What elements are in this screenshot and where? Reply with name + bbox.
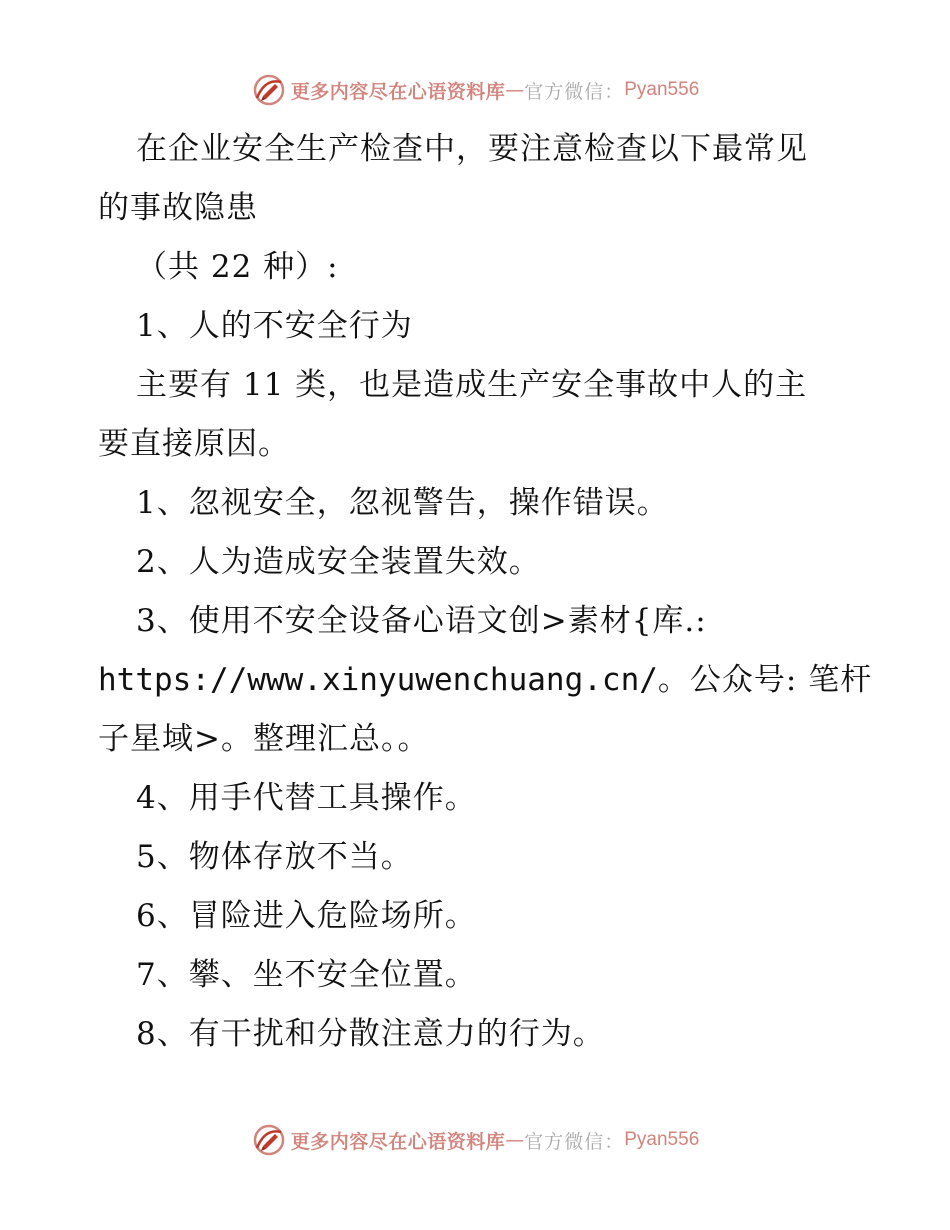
banner-separator: — <box>505 79 525 101</box>
list-item: 3、使用不安全设备心语文创>素材{库.: <box>136 603 707 639</box>
banner-main-text: 更多内容尽在心语资料库 <box>290 80 506 103</box>
section-heading: 1、人的不安全行为 <box>136 308 413 344</box>
banner-separator: — <box>505 1129 525 1151</box>
list-item: 4、用手代替工具操作。 <box>136 780 477 816</box>
pen-logo-icon <box>251 1122 287 1158</box>
list-item-continuation <box>98 651 873 710</box>
list-item: 5、物体存放不当。 <box>136 839 413 875</box>
list-item: 1、忽视安全，忽视警告，操作错误。 <box>136 485 669 521</box>
paragraph-line: 的事故隐患 <box>98 190 258 226</box>
paragraph-line: 要直接原因。 <box>98 426 290 462</box>
document-body <box>98 120 873 1064</box>
list-item: 2、人为造成安全装置失效。 <box>136 544 541 580</box>
wechat-account-text: 。公众号: 笔杆 <box>657 662 873 698</box>
paragraph-line: 主要有 11 类，也是造成生产安全事故中人的主 <box>136 367 808 403</box>
paragraph-line: （共 22 种）: <box>136 249 339 285</box>
pen-logo-icon <box>251 72 287 108</box>
banner-label-text: 官方微信： <box>524 80 625 103</box>
footer-watermark-banner <box>0 1120 950 1160</box>
banner-wechat-id: Pyan556 <box>624 79 700 100</box>
url-text: https://www.xinyuwenchuang.cn/ <box>98 662 658 698</box>
banner-wechat-id: Pyan556 <box>624 1129 700 1150</box>
header-watermark-banner <box>0 70 950 110</box>
list-item: 6、冒险进入危险场所。 <box>136 898 477 934</box>
list-item: 7、攀、坐不安全位置。 <box>136 957 477 993</box>
list-item: 8、有干扰和分散注意力的行为。 <box>136 1016 605 1052</box>
banner-label-text: 官方微信： <box>524 1130 625 1153</box>
paragraph-line: 在企业安全生产检查中，要注意检查以下最常见 <box>136 131 808 167</box>
list-item-continuation: 子星域>。整理汇总。。 <box>98 721 430 757</box>
banner-main-text: 更多内容尽在心语资料库 <box>290 1130 506 1153</box>
